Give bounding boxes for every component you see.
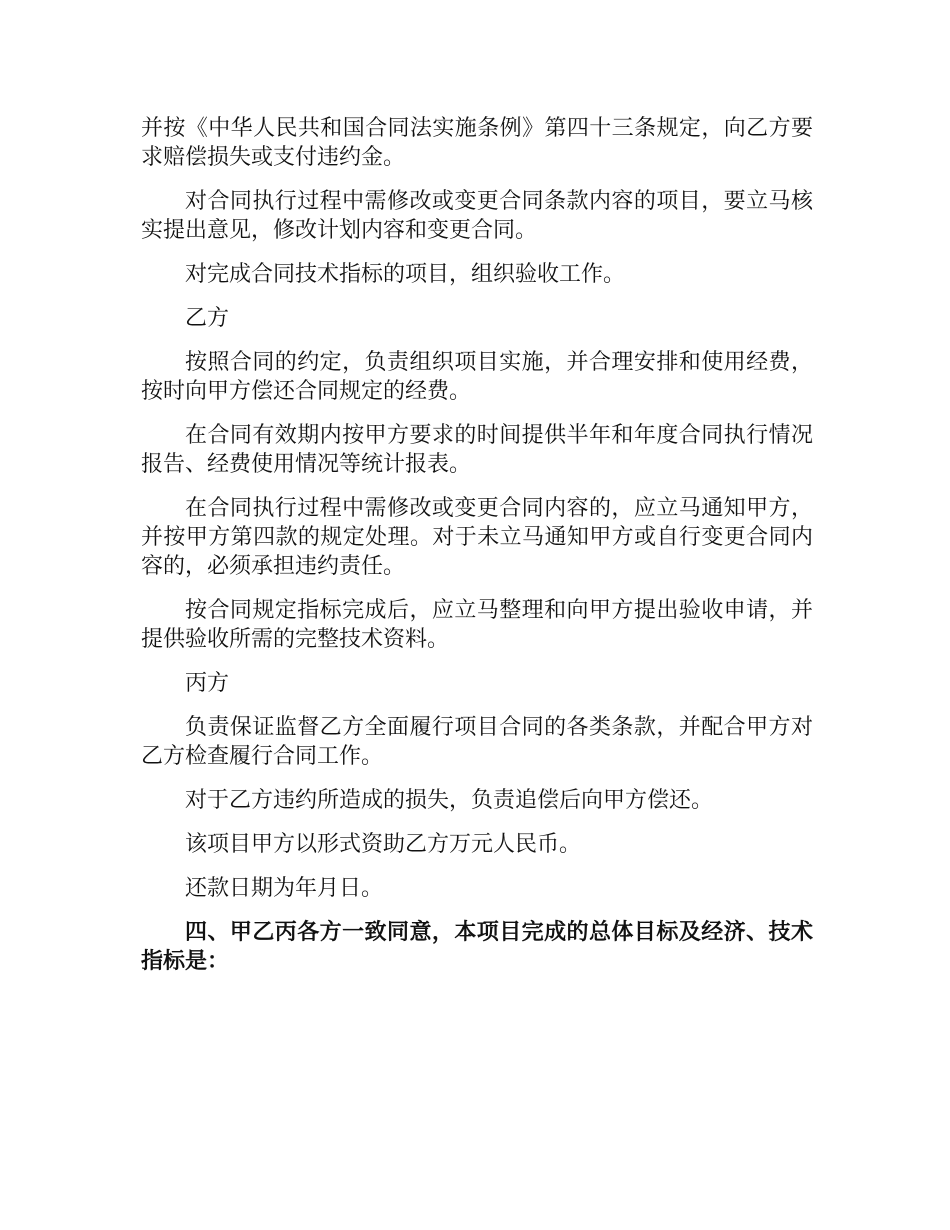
section-heading-four: 四、甲乙丙各方一致同意，本项目完成的总体目标及经济、技术指标是：: [141, 919, 813, 974]
paragraph-party-c-supervision: 负责保证监督乙方全面履行项目合同的各类条款，并配合甲方对乙方检查履行合同工作。: [141, 715, 813, 769]
paragraph-contract-modification: 对合同执行过程中需修改或变更合同条款内容的项目，要立马核实提出意见，修改计划内容和变更合同。: [141, 189, 813, 243]
section-label-party-c: 丙方: [185, 671, 230, 696]
paragraph-acceptance-work: 对完成合同技术指标的项目，组织验收工作。: [185, 262, 626, 287]
paragraph-funding-amount: 该项目甲方以形式资助乙方万元人民币。: [185, 832, 582, 857]
paragraph-party-b-reports: 在合同有效期内按甲方要求的时间提供半年和年度合同执行情况报告、经费使用情况等统计报表。: [141, 423, 813, 477]
paragraph-party-c-recovery: 对于乙方违约所造成的损失，负责追偿后向甲方偿还。: [185, 788, 714, 813]
paragraph-compensation-clause: 并按《中华人民共和国合同法实施条例》第四十三条规定，向乙方要求赔偿损失或支付违约金。: [141, 116, 813, 170]
document-body: [141, 114, 813, 991]
paragraph-party-b-implementation: 按照合同的约定，负责组织项目实施，并合理安排和使用经费，按时向甲方偿还合同规定的经费。: [141, 350, 813, 404]
paragraph-repayment-date: 还款日期为年月日。: [185, 876, 384, 901]
paragraph-party-b-acceptance: 按合同规定指标完成后，应立马整理和向甲方提出验收申请，并提供验收所需的完整技术资料。: [141, 598, 813, 652]
section-label-party-b: 乙方: [185, 306, 230, 331]
paragraph-party-b-changes: 在合同执行过程中需修改或变更合同内容的，应立马通知甲方，并按甲方第四款的规定处理。对于未立马通知甲方或自行变更合同内容的，必须承担违约责任。: [141, 496, 813, 579]
